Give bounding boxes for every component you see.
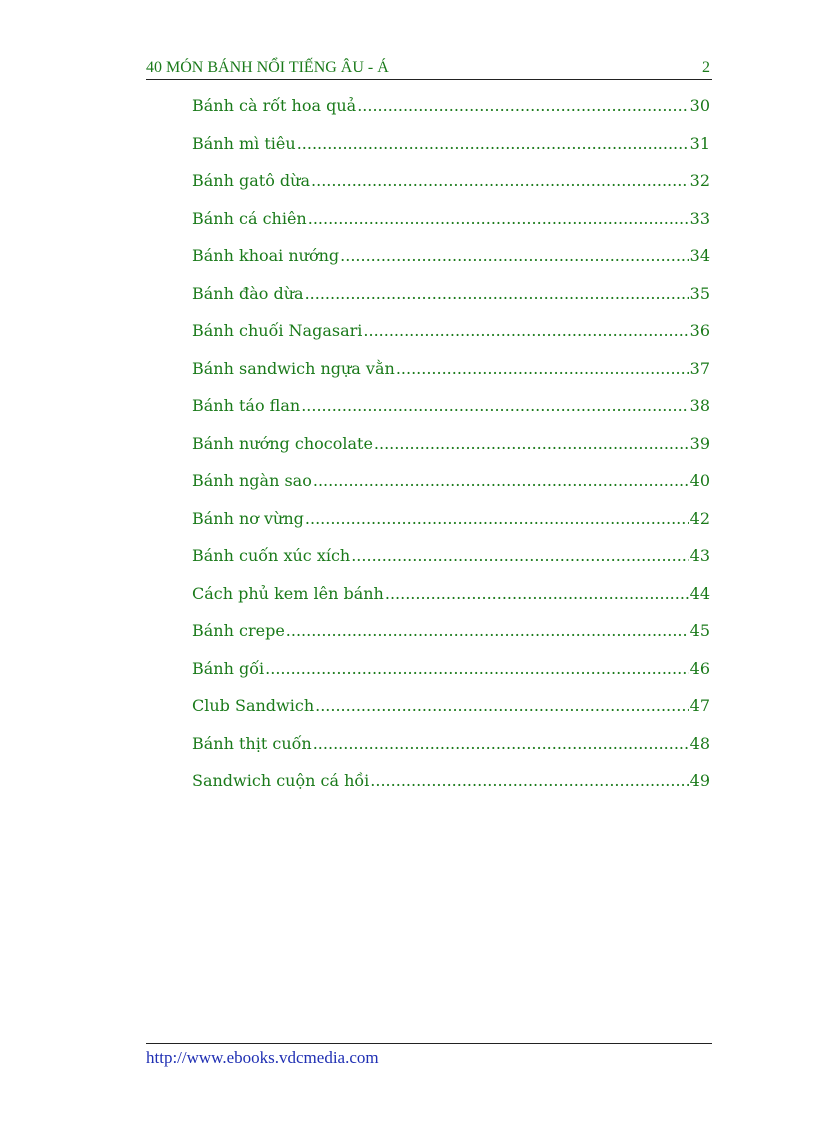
toc-entry-title: Bánh khoai nướng: [192, 246, 340, 265]
toc-entry[interactable]: [192, 655, 710, 693]
page-number: 2: [702, 59, 710, 76]
toc-dot-leader: [385, 580, 689, 608]
toc-entry-page: 33: [689, 208, 710, 228]
toc-entry-page: 48: [689, 733, 710, 753]
toc-entry-page: 44: [689, 583, 710, 603]
toc-entry-title: Bánh ngàn sao: [192, 471, 312, 490]
toc-dot-leader: [340, 242, 688, 270]
toc-entry-page: 31: [689, 133, 710, 153]
toc-dot-leader: [286, 617, 689, 645]
toc-entry[interactable]: [192, 730, 710, 768]
toc-dot-leader: [308, 205, 689, 233]
toc-dot-leader: [374, 430, 689, 458]
toc-entry[interactable]: [192, 130, 710, 168]
toc-entry-page: 46: [689, 658, 710, 678]
toc-entry-title: Bánh mì tiêu: [192, 133, 296, 153]
toc-entry[interactable]: [192, 317, 710, 355]
page-header: [146, 56, 712, 80]
toc-entry[interactable]: [192, 92, 710, 130]
toc-entry[interactable]: [192, 580, 710, 618]
toc-entry[interactable]: [192, 355, 710, 393]
toc-entry-title: Bánh gối: [192, 658, 265, 678]
toc-dot-leader: [305, 280, 689, 308]
toc-dot-leader: [363, 317, 688, 345]
toc-entry-title: Cách phủ kem lên bánh: [192, 583, 384, 603]
toc-entry-page: 35: [689, 283, 710, 303]
toc-entry[interactable]: [192, 430, 710, 468]
toc-entry-page: 39: [689, 433, 710, 453]
toc-dot-leader: [265, 655, 689, 683]
toc-entry[interactable]: [192, 542, 710, 580]
toc-entry-title: Bánh gatô dừa: [192, 171, 311, 190]
toc-entry-page: 49: [689, 771, 710, 790]
toc-entry[interactable]: [192, 280, 710, 318]
toc-entry-title: Bánh đào dừa: [192, 283, 304, 303]
toc-entry-page: 32: [689, 171, 710, 190]
toc-entry-title: Bánh táo flan: [192, 396, 301, 415]
toc-entry-title: Bánh cá chiên: [192, 208, 307, 228]
toc-entry-title: Bánh nướng chocolate: [192, 433, 373, 453]
toc-entry-title: Sandwich cuộn cá hồi: [192, 771, 370, 790]
toc-entry-page: 43: [689, 546, 710, 565]
toc-dot-leader: [313, 467, 689, 495]
toc-entry-title: Bánh thịt cuốn: [192, 733, 312, 753]
toc-entry-page: 40: [689, 471, 710, 490]
toc-entry-title: Bánh nơ vừng: [192, 508, 304, 528]
toc-dot-leader: [396, 355, 689, 383]
website-link[interactable]: http://www.ebooks.vdcmedia.com: [146, 1048, 379, 1067]
toc-entry[interactable]: [192, 617, 710, 655]
toc-dot-leader: [301, 392, 688, 420]
toc-entry-title: Bánh sandwich ngựa vằn: [192, 358, 395, 378]
toc-entry-title: Club Sandwich: [192, 696, 315, 715]
toc-dot-leader: [313, 730, 689, 758]
toc-entry[interactable]: [192, 205, 710, 243]
toc-entry[interactable]: [192, 242, 710, 280]
toc-dot-leader: [370, 767, 688, 795]
toc-dot-leader: [305, 505, 689, 533]
toc-entry-page: 45: [689, 621, 710, 640]
toc-entry-page: 36: [689, 321, 710, 340]
toc-entry-page: 47: [689, 696, 710, 715]
toc-dot-leader: [297, 130, 689, 158]
toc-entry-page: 37: [689, 358, 710, 378]
toc-entry-page: 30: [689, 96, 710, 115]
book-title: 40 MÓN BÁNH NỔI TIẾNG ÂU - Á: [146, 59, 389, 76]
toc-entry[interactable]: [192, 467, 710, 505]
toc-entry-title: Bánh crepe: [192, 621, 285, 640]
toc-entry-page: 42: [689, 508, 710, 528]
toc-dot-leader: [357, 92, 688, 120]
table-of-contents: [192, 92, 710, 805]
toc-dot-leader: [351, 542, 688, 570]
toc-entry[interactable]: [192, 392, 710, 430]
page-footer: [146, 1043, 712, 1068]
toc-entry[interactable]: [192, 692, 710, 730]
toc-entry[interactable]: [192, 767, 710, 805]
toc-dot-leader: [311, 167, 689, 195]
toc-dot-leader: [315, 692, 689, 720]
toc-entry-page: 34: [689, 246, 710, 265]
toc-entry-title: Bánh cuốn xúc xích: [192, 546, 351, 565]
toc-entry-title: Bánh cà rốt hoa quả: [192, 96, 357, 115]
toc-entry-page: 38: [689, 396, 710, 415]
toc-entry-title: Bánh chuối Nagasari: [192, 321, 363, 340]
toc-entry[interactable]: [192, 505, 710, 543]
toc-entry[interactable]: [192, 167, 710, 205]
